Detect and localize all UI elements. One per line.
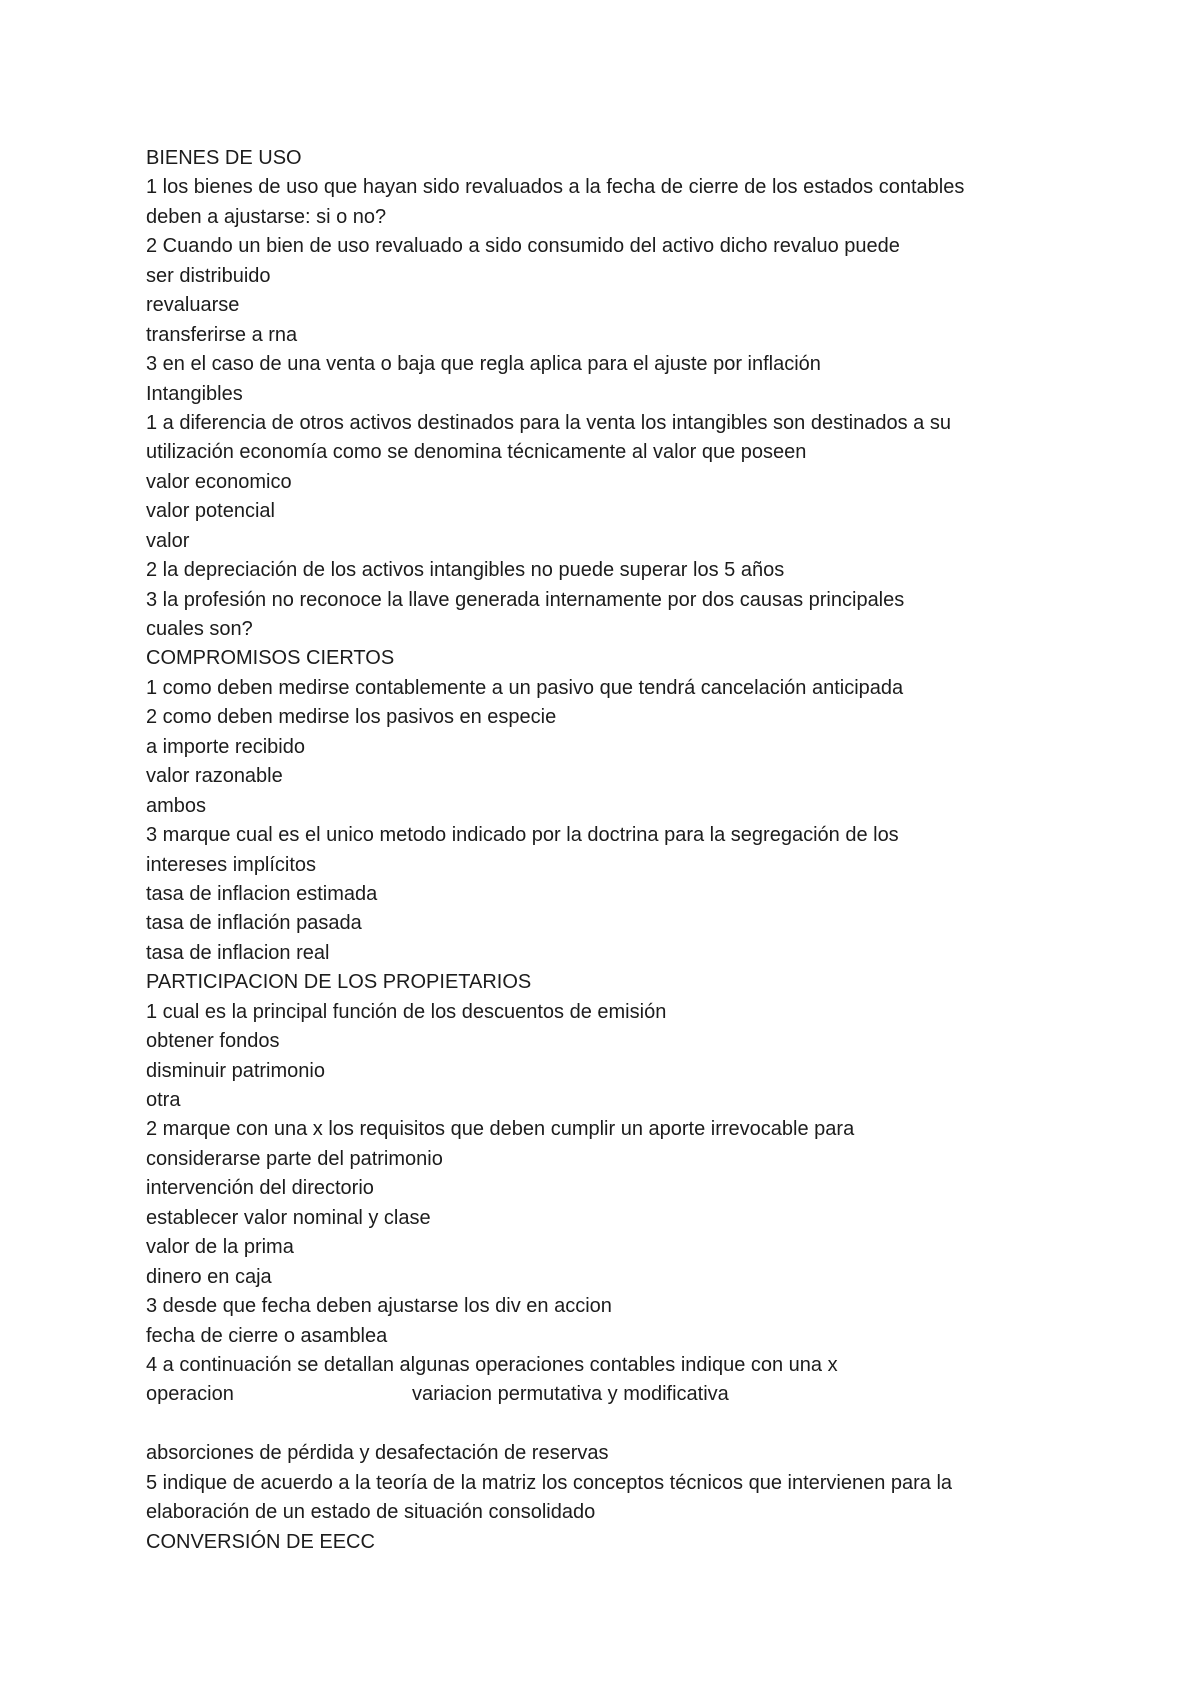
text-line: 1 los bienes de uso que hayan sido revaluados a la fecha de cierre de los estados contables xyxy=(146,176,965,199)
text-line: 3 la profesión no reconoce la llave generada internamente por dos causas principales xyxy=(146,588,905,611)
text-line: 4 a continuación se detallan algunas operaciones contables indique con una x xyxy=(146,1353,838,1376)
text-line: 2 la depreciación de los activos intangibles no puede superar los 5 años xyxy=(146,559,785,582)
text-line: BIENES DE USO xyxy=(146,147,302,169)
text-line: 1 a diferencia de otros activos destinados para la venta los intangibles son destinados a su xyxy=(146,411,951,434)
text-line: obtener fondos xyxy=(146,1030,280,1053)
document-body xyxy=(146,144,1086,1557)
text-line: 5 indique de acuerdo a la teoría de la matriz los conceptos técnicos que intervienen para la xyxy=(146,1471,953,1494)
operation-table-header xyxy=(146,1380,1086,1409)
text-line: valor xyxy=(146,529,190,552)
text-line: deben a ajustarse: si o no? xyxy=(146,205,387,228)
text-line: tasa de inflacion real xyxy=(146,941,330,964)
text-line: intervención del directorio xyxy=(146,1177,374,1200)
header-variacion: variacion permutativa y modificativa xyxy=(412,1383,729,1406)
text-line: ambos xyxy=(146,794,207,817)
text-line: otra xyxy=(146,1089,181,1111)
text-line: 3 en el caso de una venta o baja que regla aplica para el ajuste por inflación xyxy=(146,353,821,376)
text-line: considerarse parte del patrimonio xyxy=(146,1147,443,1170)
text-line: Intangibles xyxy=(146,382,243,405)
text-line: valor de la prima xyxy=(146,1236,294,1259)
text-line: utilización economía como se denomina técnicamente al valor que poseen xyxy=(146,441,807,464)
text-line: fecha de cierre o asamblea xyxy=(146,1324,388,1347)
text-line: tasa de inflacion estimada xyxy=(146,882,378,905)
text-line: 3 desde que fecha deben ajustarse los div en accion xyxy=(146,1295,612,1318)
text-line: 3 marque cual es el unico metodo indicado por la doctrina para la segregación de los xyxy=(146,824,899,847)
text-line: valor potencial xyxy=(146,500,275,523)
text-line: a importe recibido xyxy=(146,735,305,758)
text-line: valor razonable xyxy=(146,765,283,788)
text-line: valor economico xyxy=(146,470,292,493)
header-operacion: operacion xyxy=(146,1383,234,1406)
text-line: PARTICIPACION DE LOS PROPIETARIOS xyxy=(146,971,532,994)
text-line: COMPROMISOS CIERTOS xyxy=(146,647,395,670)
text-line: dinero en caja xyxy=(146,1265,272,1288)
text-line: transferirse a rna xyxy=(146,323,298,346)
document-lines xyxy=(146,144,1086,1380)
text-line: 2 marque con una x los requisitos que deben cumplir un aporte irrevocable para xyxy=(146,1118,855,1141)
text-line: disminuir patrimonio xyxy=(146,1059,325,1082)
text-line: 2 como deben medirse los pasivos en especie xyxy=(146,706,557,729)
text-line: ser distribuido xyxy=(146,264,271,287)
text-line: tasa de inflación pasada xyxy=(146,912,362,935)
text-line xyxy=(146,1410,1086,1439)
text-line: absorciones de pérdida y desafectación de reservas xyxy=(146,1442,609,1465)
text-line: revaluarse xyxy=(146,294,240,317)
document-lines-after xyxy=(146,1410,1086,1557)
text-line: CONVERSIÓN DE EECC xyxy=(146,1530,375,1553)
text-line: elaboración de un estado de situación consolidado xyxy=(146,1501,596,1524)
text-line: establecer valor nominal y clase xyxy=(146,1206,431,1229)
text-line: 1 como deben medirse contablemente a un pasivo que tendrá cancelación anticipada xyxy=(146,676,904,699)
text-line: cuales son? xyxy=(146,618,253,640)
text-line: 2 Cuando un bien de uso revaluado a sido consumido del activo dicho revaluo puede xyxy=(146,235,900,258)
text-line: intereses implícitos xyxy=(146,853,317,876)
text-line: 1 cual es la principal función de los descuentos de emisión xyxy=(146,1000,667,1023)
